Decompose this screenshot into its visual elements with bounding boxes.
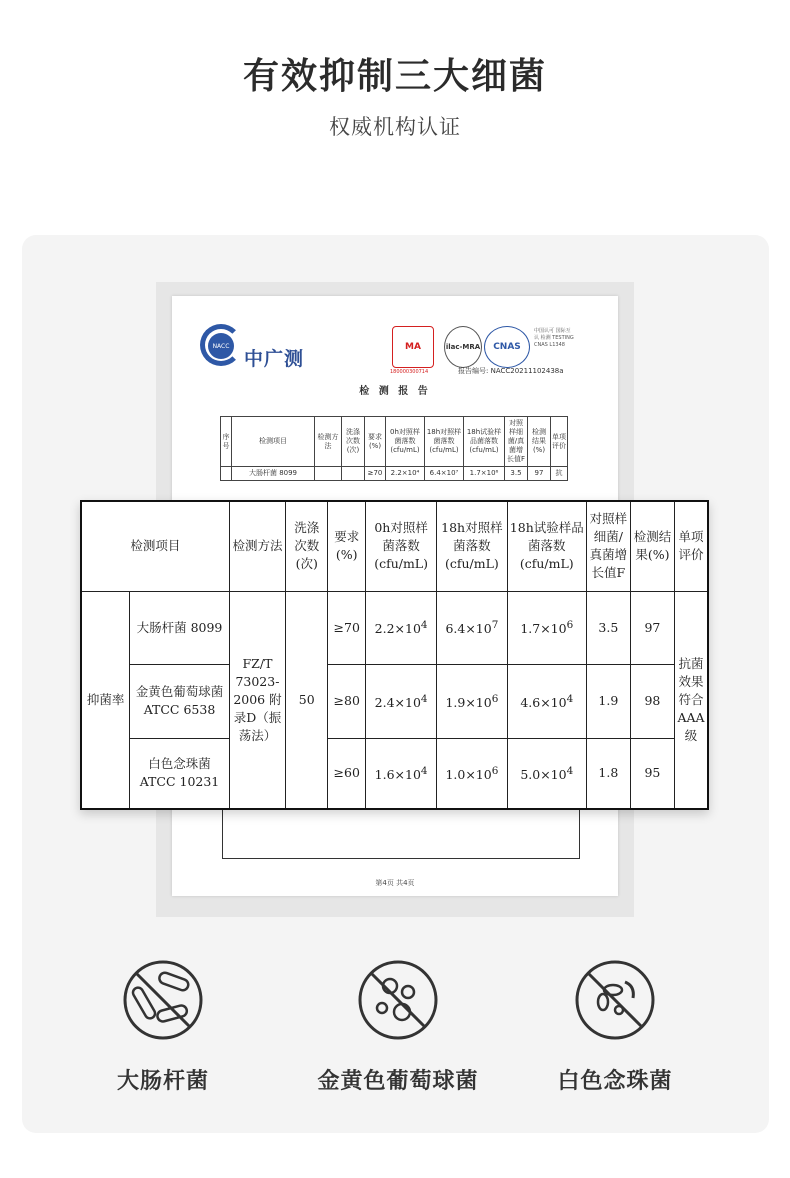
- mini-cell: 抗: [551, 467, 568, 481]
- icon-label: 金黄色葡萄球菌: [317, 1069, 479, 1094]
- header-washes: 洗涤次数(次): [286, 501, 328, 591]
- h0-cell: $2.4\times 10^4$: [366, 664, 437, 738]
- header-evaluation: 单项评价: [675, 501, 709, 591]
- mini-cell: 6.4×10⁷: [425, 467, 464, 481]
- result-cell: 97: [630, 591, 674, 664]
- cnas-cert-icon: CNAS: [484, 326, 530, 368]
- bacteria-cell: 白色念珠菌 ATCC 10231: [130, 738, 230, 809]
- cnas-cert-text: 中国认可 国际互认 检测 TESTING CNAS L1348: [534, 328, 574, 348]
- method-cell: FZ/T 73023-2006 附录D（振荡法）: [229, 591, 285, 809]
- cma-cert-icon: MA: [392, 326, 434, 368]
- mini-cell: 大肠杆菌 8099: [232, 467, 315, 481]
- header-method: 检测方法: [229, 501, 285, 591]
- mini-header: 对照样细菌/真菌增长值F: [505, 417, 528, 467]
- mini-header: 检测结果(%): [528, 417, 551, 467]
- candida-icon: [573, 958, 657, 1042]
- e-coli-icon: [121, 958, 205, 1042]
- page-footer: 第4页 共4页: [375, 879, 415, 887]
- mini-header: 洗涤次数(次): [342, 417, 365, 467]
- mini-header: 18h对照样菌落数(cfu/mL): [425, 417, 464, 467]
- results-table: [80, 500, 709, 810]
- growth-cell: 1.8: [586, 738, 630, 809]
- cma-number: 180000300714: [390, 369, 429, 375]
- staphylococcus-icon: [356, 958, 440, 1042]
- nacc-logo-badge: NACC: [208, 333, 234, 359]
- h18-sample-cell: $4.6\times 10^4$: [507, 664, 586, 738]
- icon-label: 白色念珠菌: [557, 1069, 673, 1094]
- mini-header: 18h试验样品菌落数(cfu/mL): [464, 417, 505, 467]
- mini-header: 0h对照样菌落数(cfu/mL): [386, 417, 425, 467]
- header-item: 检测项目: [81, 501, 229, 591]
- growth-cell: 3.5: [586, 591, 630, 664]
- mini-cell: 97: [528, 467, 551, 481]
- page-title: 有效抑制三大细菌: [242, 56, 547, 97]
- header-requirement: 要求(%): [328, 501, 366, 591]
- h0-cell: $2.2\times 10^4$: [366, 591, 437, 664]
- icon-item-candida: [515, 958, 715, 1095]
- page-subtitle: 权威机构认证: [329, 115, 461, 139]
- logo-name: 中广测: [244, 348, 305, 370]
- h18-sample-cell: $5.0\times 10^4$: [507, 738, 586, 809]
- icon-label: 大肠杆菌: [116, 1069, 209, 1094]
- evaluation-cell: 抗菌效果符合AAA级: [675, 591, 709, 809]
- header-h18-sample: 18h试验样品菌落数(cfu/mL): [507, 501, 586, 591]
- mini-header: 要求(%): [365, 417, 386, 467]
- growth-cell: 1.9: [586, 664, 630, 738]
- report-number: 报告编号: NACC20211102438a: [458, 367, 564, 375]
- mini-cell: 3.5: [505, 467, 528, 481]
- mini-header: 单项评价: [551, 417, 568, 467]
- mini-cell: ≥70: [365, 467, 386, 481]
- requirement-cell: ≥60: [328, 738, 366, 809]
- bacteria-cell: 金黄色葡萄球菌 ATCC 6538: [130, 664, 230, 738]
- washes-cell: 50: [286, 591, 328, 809]
- header-h18-control: 18h对照样菌落数(cfu/mL): [436, 501, 507, 591]
- header-growth: 对照样细菌/真菌增长值F: [586, 501, 630, 591]
- ilac-mra-cert-icon: ilac-MRA: [444, 326, 482, 368]
- mini-header: 检测方法: [315, 417, 342, 467]
- icon-item-staph: [298, 958, 498, 1095]
- mini-report-table: [220, 416, 568, 481]
- requirement-cell: ≥80: [328, 664, 366, 738]
- mini-cell: 2.2×10⁴: [386, 467, 425, 481]
- result-cell: 98: [630, 664, 674, 738]
- category-cell: 抑菌率: [81, 591, 130, 809]
- h18-control-cell: $1.0\times 10^6$: [436, 738, 507, 809]
- h18-control-cell: $6.4\times 10^7$: [436, 591, 507, 664]
- h18-sample-cell: $1.7\times 10^6$: [507, 591, 586, 664]
- header-h0-control: 0h对照样菌落数(cfu/mL): [366, 501, 437, 591]
- bacteria-cell: 大肠杆菌 8099: [130, 591, 230, 664]
- result-cell: 95: [630, 738, 674, 809]
- mini-header: 序号: [221, 417, 232, 467]
- mini-cell: 1.7×10⁶: [464, 467, 505, 481]
- header-result: 检测结果(%): [630, 501, 674, 591]
- h0-cell: $1.6\times 10^4$: [366, 738, 437, 809]
- mini-header: 检测项目: [232, 417, 315, 467]
- report-title: 检 测 报 告: [359, 386, 431, 397]
- h18-control-cell: $1.9\times 10^6$: [436, 664, 507, 738]
- requirement-cell: ≥70: [328, 591, 366, 664]
- icon-item-ecoli: [63, 958, 263, 1095]
- mini-table-bottom: [222, 806, 580, 859]
